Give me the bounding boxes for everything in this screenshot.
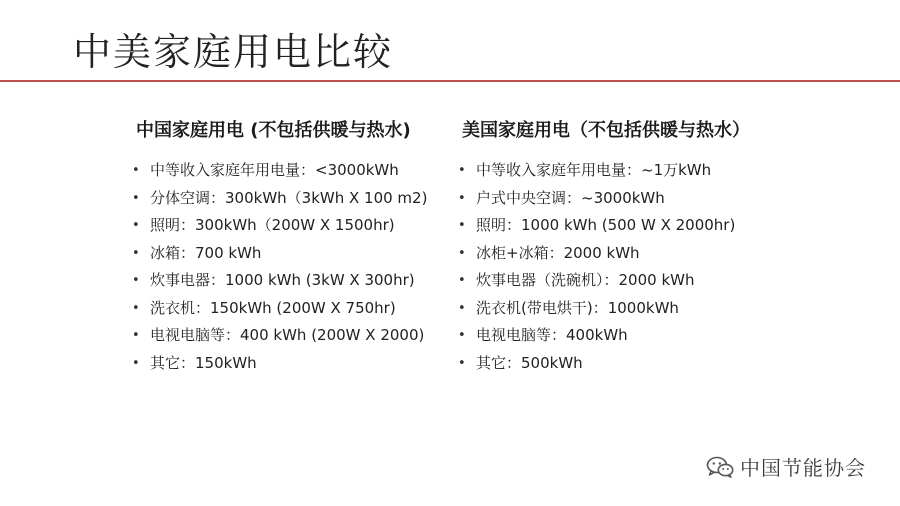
bullet-icon: • xyxy=(132,245,140,261)
bullet-icon: • xyxy=(132,355,140,371)
list-item xyxy=(132,322,456,350)
list-item xyxy=(458,185,792,213)
watermark-text: 中国节能协会 xyxy=(740,456,866,480)
list-item-text: 分体空调：300kWh（3kWh X 100 m2) xyxy=(150,188,428,207)
wechat-icon xyxy=(706,456,734,478)
bullet-icon: • xyxy=(132,190,140,206)
title-divider xyxy=(0,80,900,82)
list-item xyxy=(458,240,792,268)
bullet-icon: • xyxy=(132,163,140,178)
bullet-icon: • xyxy=(458,190,466,206)
list-item-text: 洗衣机(带电烘干)：1000kWh xyxy=(476,298,679,317)
list-item-text: 炊事电器（洗碗机）：2000 kWh xyxy=(476,271,695,289)
list-item-text: 中等收入家庭年用电量：<3000kWh xyxy=(150,161,399,179)
bullet-icon: • xyxy=(132,328,140,343)
list-item-text: 电视电脑等：400 kWh (200W X 2000) xyxy=(150,326,425,344)
list-item xyxy=(458,295,792,323)
bullet-icon: • xyxy=(458,245,466,261)
list-item xyxy=(132,240,456,268)
bullet-icon: • xyxy=(132,300,140,316)
list-item xyxy=(132,350,456,378)
bullet-icon: • xyxy=(132,218,140,233)
list-item xyxy=(458,350,792,378)
list-item-text: 中等收入家庭年用电量：~1万kWh xyxy=(476,161,712,179)
list-item xyxy=(132,295,456,323)
list-item xyxy=(458,157,792,185)
china-heading: 中国家庭用电 (不包括供暖与热水) xyxy=(136,120,411,141)
list-item xyxy=(132,212,456,240)
watermark xyxy=(706,452,866,481)
bullet-icon: • xyxy=(458,328,466,343)
bullet-icon: • xyxy=(458,273,466,288)
usa-heading: 美国家庭用电（不包括供暖与热水） xyxy=(462,120,750,141)
list-item xyxy=(458,212,792,240)
list-item-text: 户式中央空调：~3000kWh xyxy=(476,188,665,207)
usa-column xyxy=(458,118,792,377)
list-item xyxy=(458,322,792,350)
bullet-icon: • xyxy=(458,163,466,178)
china-item-list xyxy=(132,157,456,377)
list-item xyxy=(132,267,456,295)
china-column xyxy=(132,118,456,377)
list-item-text: 照明：300kWh（200W X 1500hr) xyxy=(150,216,395,234)
usa-item-list xyxy=(458,157,792,377)
slide-title: 中美家庭用电比较 xyxy=(73,30,394,74)
list-item-text: 其它：150kWh xyxy=(150,353,257,372)
list-item-text: 照明：1000 kWh (500 W X 2000hr) xyxy=(476,216,736,234)
bullet-icon: • xyxy=(458,355,466,371)
list-item-text: 冰箱：700 kWh xyxy=(150,243,262,262)
bullet-icon: • xyxy=(458,218,466,233)
list-item-text: 炊事电器：1000 kWh (3kW X 300hr) xyxy=(150,271,415,289)
list-item xyxy=(132,185,456,213)
list-item xyxy=(458,267,792,295)
bullet-icon: • xyxy=(132,273,140,288)
bullet-icon: • xyxy=(458,300,466,316)
list-item-text: 其它：500kWh xyxy=(476,353,583,372)
list-item-text: 洗衣机：150kWh (200W X 750hr) xyxy=(150,298,396,317)
list-item-text: 电视电脑等：400kWh xyxy=(476,326,628,344)
list-item-text: 冰柜+冰箱：2000 kWh xyxy=(476,243,640,262)
list-item xyxy=(132,157,456,185)
